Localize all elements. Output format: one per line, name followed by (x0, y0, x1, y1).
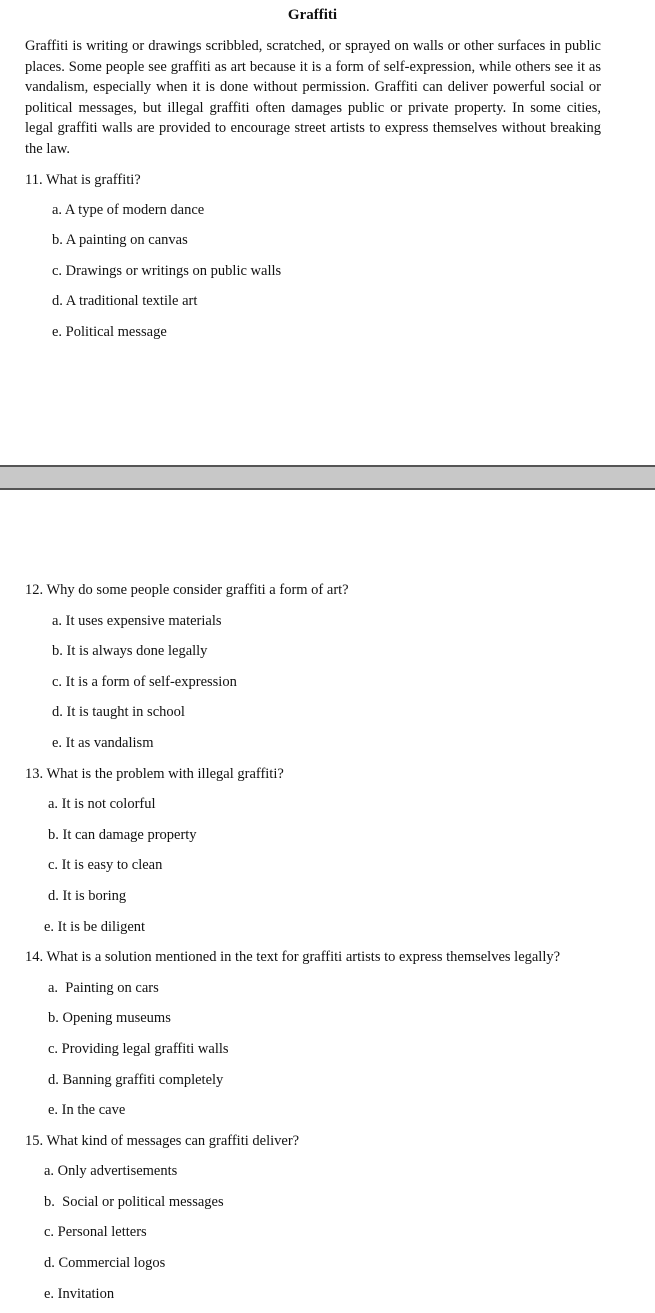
question-12-option-e[interactable]: e. It as vandalism (52, 735, 154, 751)
question-13-option-a[interactable]: a. It is not colorful (48, 796, 156, 812)
question-text: What kind of messages can graffiti deliver? (46, 1133, 300, 1149)
question-15-option-c[interactable]: c. Personal letters (44, 1224, 147, 1240)
question-12 (25, 581, 349, 599)
question-13 (25, 765, 284, 783)
question-12-option-d[interactable]: d. It is taught in school (52, 704, 185, 720)
question-14-option-b[interactable]: b. Opening museums (48, 1010, 171, 1026)
question-number: 11. (25, 172, 43, 188)
question-11-option-e[interactable]: e. Political message (52, 324, 167, 340)
question-text: Why do some people consider graffiti a form of art? (46, 582, 349, 598)
question-14-option-a[interactable]: a. Painting on cars (48, 980, 159, 996)
question-number: 15. (25, 1133, 44, 1149)
question-12-option-c[interactable]: c. It is a form of self-expression (52, 674, 237, 690)
reading-passage: Graffiti is writing or drawings scribbled, scratched, or sprayed on walls or other surfaces in public places. Some people see graffiti as art because it is a form of self-expression, while others see it as vandalism, especially when it is done without permission. Graffiti can deliver powerful social or political messages, but illegal graffiti often damages public or private property. In some cities, legal graffiti walls are provided to encourage street artists to express themselves without breaking the law. (25, 38, 601, 157)
question-number: 14. (25, 949, 44, 965)
question-11-option-c[interactable]: c. Drawings or writings on public walls (52, 263, 282, 279)
question-14-option-e[interactable]: e. In the cave (48, 1102, 126, 1118)
question-13-option-e[interactable]: e. It is be diligent (44, 919, 146, 935)
question-13-option-d[interactable]: d. It is boring (48, 888, 127, 904)
question-12-option-b[interactable]: b. It is always done legally (52, 643, 208, 659)
question-text: What is a solution mentioned in the text for graffiti artists to express themselves legally? (46, 949, 561, 965)
question-11-option-a[interactable]: a. A type of modern dance (52, 202, 205, 218)
question-text: What is graffiti? (45, 172, 141, 188)
question-number: 12. (25, 582, 44, 598)
question-15-option-e[interactable]: e. Invitation (44, 1286, 115, 1302)
question-15 (25, 1132, 299, 1150)
page-title: Graffiti (287, 7, 338, 23)
question-13-option-b[interactable]: b. It can damage property (48, 827, 197, 843)
question-text: What is the problem with illegal graffiti? (46, 766, 284, 782)
question-15-option-a[interactable]: a. Only advertisements (44, 1163, 178, 1179)
question-number: 13. (25, 766, 44, 782)
question-13-option-c[interactable]: c. It is easy to clean (48, 857, 163, 873)
question-15-option-b[interactable]: b. Social or political messages (44, 1194, 224, 1210)
question-12-option-a[interactable]: a. It uses expensive materials (52, 613, 222, 629)
question-14-option-c[interactable]: c. Providing legal graffiti walls (48, 1041, 229, 1057)
question-11 (25, 171, 141, 189)
question-15-option-d[interactable]: d. Commercial logos (44, 1255, 166, 1271)
question-14 (25, 948, 560, 966)
question-11-option-b[interactable]: b. A painting on canvas (52, 232, 188, 248)
page-divider (0, 465, 655, 490)
question-11-option-d[interactable]: d. A traditional textile art (52, 293, 198, 309)
question-14-option-d[interactable]: d. Banning graffiti completely (48, 1072, 224, 1088)
